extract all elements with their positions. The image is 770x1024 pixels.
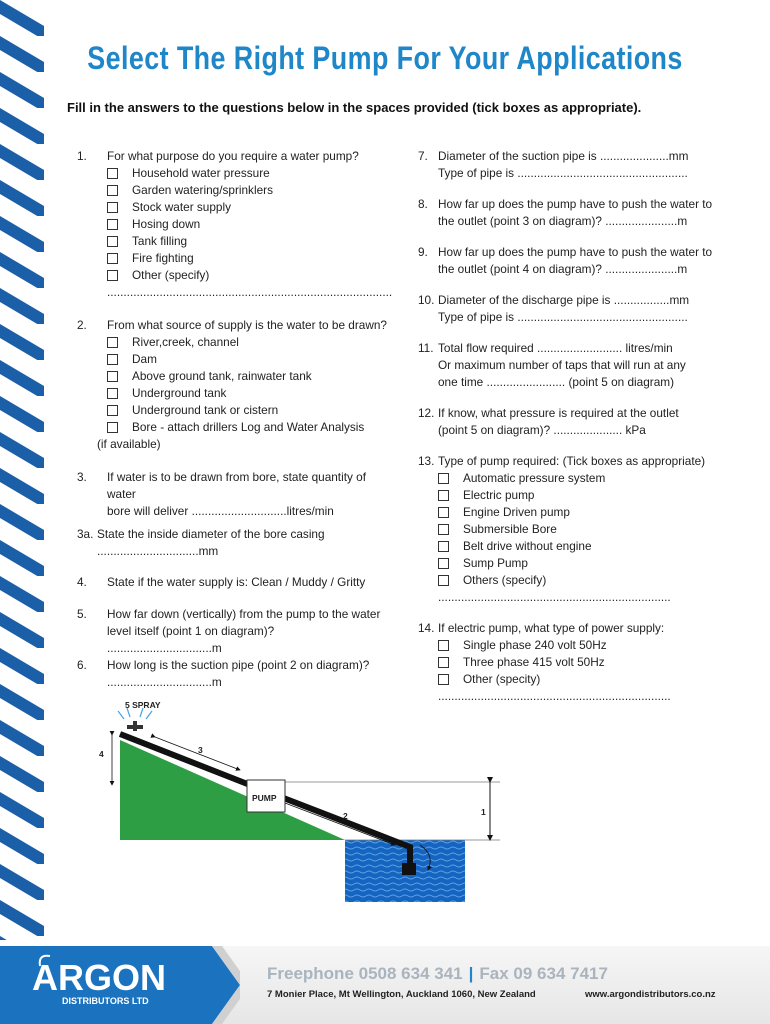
option-tank-filling[interactable]: Tank filling bbox=[107, 233, 397, 250]
answer-line[interactable]: ...............................mm bbox=[97, 544, 219, 558]
option-single-phase[interactable]: Single phase 240 volt 50Hz bbox=[438, 637, 748, 654]
option-garden[interactable]: Garden watering/sprinklers bbox=[107, 182, 397, 199]
checkbox[interactable] bbox=[107, 388, 118, 399]
question-1-text: For what purpose do you require a water pump? bbox=[107, 149, 359, 163]
instructions: Fill in the answers to the questions below in the spaces provided (tick boxes as appropriate). bbox=[67, 100, 642, 115]
option-stock[interactable]: Stock water supply bbox=[107, 199, 397, 216]
address: 7 Monier Place, Mt Wellington, Auckland 1060, New Zealand bbox=[267, 989, 536, 1000]
checkbox[interactable] bbox=[107, 337, 118, 348]
footer bbox=[0, 946, 770, 1024]
answer-line[interactable]: ....................................................................................... bbox=[107, 285, 393, 299]
option-electric-pump[interactable]: Electric pump bbox=[438, 487, 748, 504]
checkbox[interactable] bbox=[438, 490, 449, 501]
option-hosing[interactable]: Hosing down bbox=[107, 216, 397, 233]
spray-label: 5 SPRAY bbox=[125, 700, 161, 710]
logo-panel bbox=[0, 946, 240, 1024]
option-river[interactable]: River,creek, channel bbox=[107, 334, 397, 351]
label-3: 3 bbox=[198, 745, 203, 755]
option-submersible-bore[interactable]: Submersible Bore bbox=[438, 521, 748, 538]
question-3: 3. If water is to be drawn from bore, state quantity of water bore will deliver .............................litres/min bbox=[77, 469, 397, 520]
label-1: 1 bbox=[481, 807, 486, 817]
option-underground-tank[interactable]: Underground tank bbox=[107, 385, 397, 402]
question-11: 11. Total flow required .......................... litres/min Or maximum number of taps that will run at any one time ........................ (point 5 on diagram) bbox=[418, 341, 686, 389]
pump-diagram bbox=[90, 695, 510, 910]
answer-line[interactable]: ....................................................................... bbox=[438, 590, 671, 604]
question-12: 12. If know, what pressure is required at the outlet (point 5 on diagram)? ..................... kPa bbox=[418, 406, 679, 437]
question-4: 4. State if the water supply is: Clean / Muddy / Gritty bbox=[77, 575, 366, 589]
checkbox[interactable] bbox=[438, 473, 449, 484]
answer-line[interactable]: bore will deliver .............................litres/min bbox=[107, 504, 334, 518]
option-dam[interactable]: Dam bbox=[107, 351, 397, 368]
question-3a: 3a. State the inside diameter of the bore casing ...............................mm bbox=[77, 526, 397, 560]
logo-subtext: DISTRIBUTORS LTD bbox=[62, 996, 149, 1006]
question-13: 13. Type of pump required: (Tick boxes as appropriate) Automatic pressure system Electric pump Engine Driven pump Submersible Bore Belt drive without engine Sump Pump Others (specify) ....................................................................... bbox=[418, 453, 748, 606]
checkbox[interactable] bbox=[438, 575, 449, 586]
logo-text: ARGON bbox=[32, 957, 166, 998]
answer-line[interactable]: ....................................................................... bbox=[438, 689, 671, 703]
contact-phone bbox=[267, 964, 608, 984]
option-other-power[interactable]: Other (specity) bbox=[438, 671, 748, 688]
option-sump-pump[interactable]: Sump Pump bbox=[438, 555, 748, 572]
option-household[interactable]: Household water pressure bbox=[107, 165, 397, 182]
pump-label: PUMP bbox=[252, 793, 277, 803]
left-column bbox=[77, 148, 397, 691]
checkbox[interactable] bbox=[107, 270, 118, 281]
label-4: 4 bbox=[99, 749, 104, 759]
website-link[interactable]: www.argondistributors.co.nz bbox=[585, 989, 716, 1000]
checkbox[interactable] bbox=[438, 507, 449, 518]
question-9: 9. How far up does the pump have to push the water to the outlet (point 4 on diagram)? ......................m bbox=[418, 245, 713, 276]
decorative-stripes bbox=[0, 0, 44, 940]
question-14: 14. If electric pump, what type of power supply: Single phase 240 volt 50Hz Three phase 415 volt 50Hz Other (specity) ....................................................................... bbox=[418, 620, 748, 705]
option-above-ground-tank[interactable]: Above ground tank, rainwater tank bbox=[107, 368, 397, 385]
question-6: 6. How long is the suction pipe (point 2 on diagram)? ................................m bbox=[77, 657, 397, 691]
option-bore[interactable]: Bore - attach drillers Log and Water Analysis bbox=[107, 419, 397, 436]
checkbox[interactable] bbox=[107, 168, 118, 179]
right-column bbox=[418, 148, 748, 705]
option-other[interactable]: Other (specify) bbox=[107, 267, 397, 284]
checkbox[interactable] bbox=[107, 422, 118, 433]
answer-line[interactable]: ................................m bbox=[107, 675, 222, 689]
fax: Fax 09 634 7417 bbox=[479, 964, 608, 983]
checkbox[interactable] bbox=[107, 219, 118, 230]
checkbox[interactable] bbox=[107, 202, 118, 213]
question-10: 10. Diameter of the discharge pipe is .................mm Type of pipe is .................................................... bbox=[418, 293, 690, 324]
question-8: 8. How far up does the pump have to push the water to the outlet (point 3 on diagram)? ......................m bbox=[418, 197, 713, 228]
ground-slope bbox=[120, 740, 345, 840]
question-7: 7. Diameter of the suction pipe is .....................mm Type of pipe is .................................................... bbox=[418, 149, 689, 180]
option-three-phase[interactable]: Three phase 415 volt 50Hz bbox=[438, 654, 748, 671]
option-underground-cistern[interactable]: Underground tank or cistern bbox=[107, 402, 397, 419]
option-belt-drive[interactable]: Belt drive without engine bbox=[438, 538, 748, 555]
checkbox[interactable] bbox=[107, 185, 118, 196]
label-2: 2 bbox=[343, 811, 348, 821]
freephone: Freephone 0508 634 341 bbox=[267, 964, 463, 983]
checkbox[interactable] bbox=[438, 558, 449, 569]
option-others[interactable]: Others (specify) bbox=[438, 572, 748, 589]
option-fire-fighting[interactable]: Fire fighting bbox=[107, 250, 397, 267]
question-1: 1. For what purpose do you require a water pump? Household water pressure Garden watering/sprinklers Stock water supply Hosing down Tank filling Fire fighting Other (specify) ....................................................................................... bbox=[77, 148, 397, 301]
question-2: 2. From what source of supply is the water to be drawn? River,creek, channel Dam Above ground tank, rainwater tank Underground tank Underground tank or cistern Bore - attach drillers Log and Water Analysis (if available) bbox=[77, 317, 397, 453]
checkbox[interactable] bbox=[438, 674, 449, 685]
checkbox[interactable] bbox=[107, 253, 118, 264]
checkbox[interactable] bbox=[438, 640, 449, 651]
answer-line[interactable]: ................................m bbox=[107, 641, 222, 655]
checkbox[interactable] bbox=[107, 354, 118, 365]
question-5: 5. How far down (vertically) from the pump to the water level itself (point 1 on diagram)? ................................m bbox=[77, 606, 397, 657]
checkbox[interactable] bbox=[438, 541, 449, 552]
checkbox[interactable] bbox=[107, 371, 118, 382]
checkbox[interactable] bbox=[438, 524, 449, 535]
checkbox[interactable] bbox=[438, 657, 449, 668]
option-automatic-pressure[interactable]: Automatic pressure system bbox=[438, 470, 748, 487]
separator: | bbox=[468, 964, 474, 983]
option-engine-driven[interactable]: Engine Driven pump bbox=[438, 504, 748, 521]
checkbox[interactable] bbox=[107, 405, 118, 416]
checkbox[interactable] bbox=[107, 236, 118, 247]
page-title: Select The Right Pump For Your Applications bbox=[87, 40, 683, 76]
